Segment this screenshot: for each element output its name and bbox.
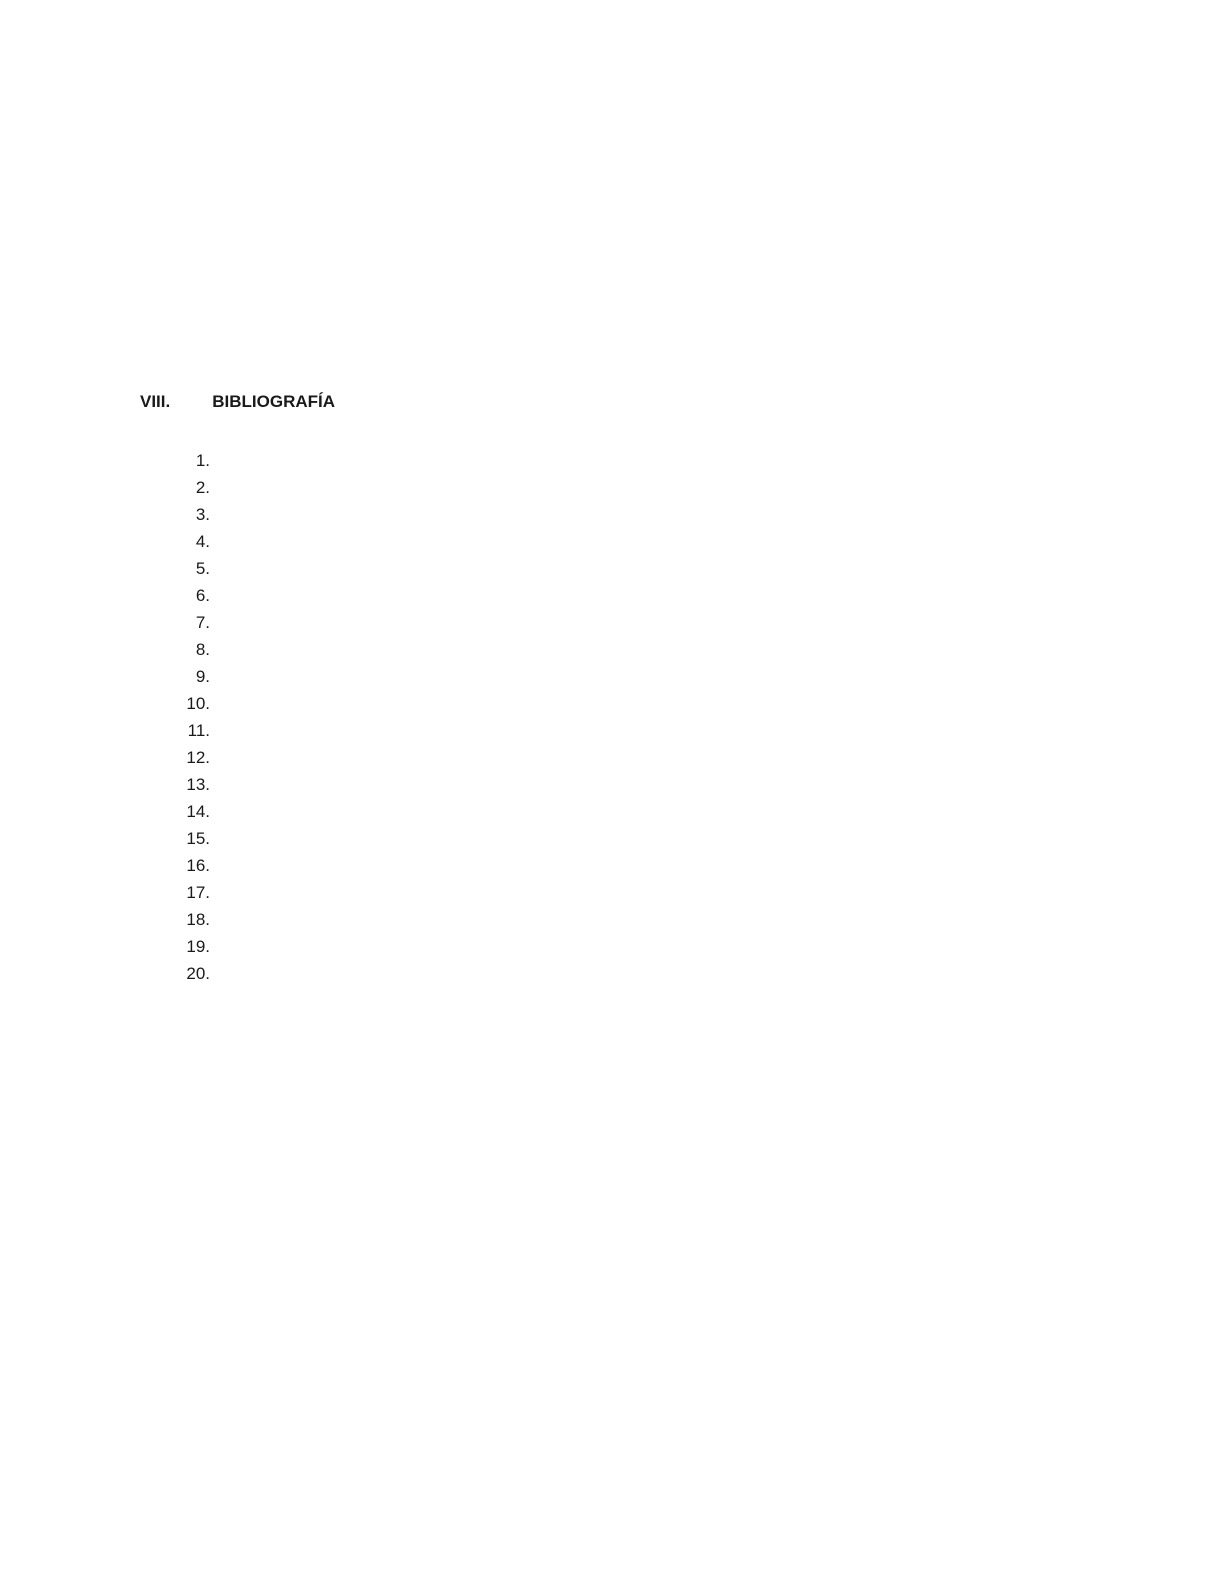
bibliography-entry-text — [228, 826, 1068, 852]
bibliography-entry — [176, 556, 1068, 582]
bibliography-entry-text — [228, 502, 1068, 528]
bibliography-entry-number: 5. — [195, 559, 210, 578]
bibliography-entry-text — [228, 664, 1068, 690]
bibliography-entry — [176, 583, 1068, 609]
bibliography-entry-text — [228, 772, 1068, 798]
bibliography-entry-text — [228, 745, 1068, 771]
bibliography-heading — [140, 392, 335, 412]
bibliography-entry-text — [228, 718, 1068, 744]
bibliography-entry — [176, 448, 1068, 474]
bibliography-entry — [176, 799, 1068, 825]
bibliography-entry-number: 16. — [186, 856, 210, 875]
bibliography-entry-number: 9. — [195, 667, 210, 686]
bibliography-entry-text — [228, 961, 1068, 987]
bibliography-entry-number: 17. — [186, 883, 210, 902]
bibliography-entry-text — [228, 637, 1068, 663]
bibliography-entry-number: 4. — [195, 532, 210, 551]
bibliography-entry — [176, 772, 1068, 798]
bibliography-entry-text — [228, 556, 1068, 582]
bibliography-entry-text — [228, 475, 1068, 501]
bibliography-entry-text — [228, 853, 1068, 879]
bibliography-entry — [176, 637, 1068, 663]
bibliography-entry-number: 18. — [186, 910, 210, 929]
bibliography-entry-number: 14. — [186, 802, 210, 821]
bibliography-entry-text — [228, 448, 1068, 474]
bibliography-entry-text — [228, 907, 1068, 933]
bibliography-entry-number: 20. — [186, 964, 210, 983]
bibliography-heading-numeral: VIII. — [140, 392, 171, 411]
bibliography-entry-text — [228, 583, 1068, 609]
bibliography-entry — [176, 718, 1068, 744]
bibliography-entry-number: 3. — [195, 505, 210, 524]
bibliography-entry-number: 11. — [187, 721, 210, 740]
bibliography-entry — [176, 934, 1068, 960]
bibliography-entry-number: 19. — [186, 937, 210, 956]
bibliography-entry-number: 10. — [186, 694, 210, 713]
bibliography-entry-number: 1. — [195, 451, 210, 470]
bibliography-entry — [176, 529, 1068, 555]
bibliography-entry-number: 15. — [186, 829, 210, 848]
bibliography-entry — [176, 502, 1068, 528]
bibliography-entry-number: 2. — [195, 478, 210, 497]
bibliography-entry-text — [228, 799, 1068, 825]
bibliography-entry — [176, 475, 1068, 501]
bibliography-entry-text — [228, 610, 1068, 636]
bibliography-entry-text — [228, 691, 1068, 717]
bibliography-entry — [176, 691, 1068, 717]
bibliography-entry — [176, 853, 1068, 879]
bibliography-entry — [176, 826, 1068, 852]
bibliography-entry — [176, 745, 1068, 771]
bibliography-entry — [176, 961, 1068, 987]
bibliography-entry — [176, 664, 1068, 690]
bibliography-entry-number: 12. — [186, 748, 210, 767]
bibliography-entry — [176, 880, 1068, 906]
bibliography-entry-text — [228, 529, 1068, 555]
bibliography-entry — [176, 907, 1068, 933]
bibliography-heading-title: BIBLIOGRAFÍA — [212, 392, 336, 411]
bibliography-entry-number: 8. — [195, 640, 210, 659]
bibliography-entry-text — [228, 934, 1068, 960]
bibliography-entry — [176, 610, 1068, 636]
bibliography-entry-number: 6. — [195, 586, 210, 605]
bibliography-list — [176, 448, 1068, 988]
bibliography-entry-text — [228, 880, 1068, 906]
bibliography-entry-number: 7. — [195, 613, 210, 632]
bibliography-entry-number: 13. — [186, 775, 210, 794]
